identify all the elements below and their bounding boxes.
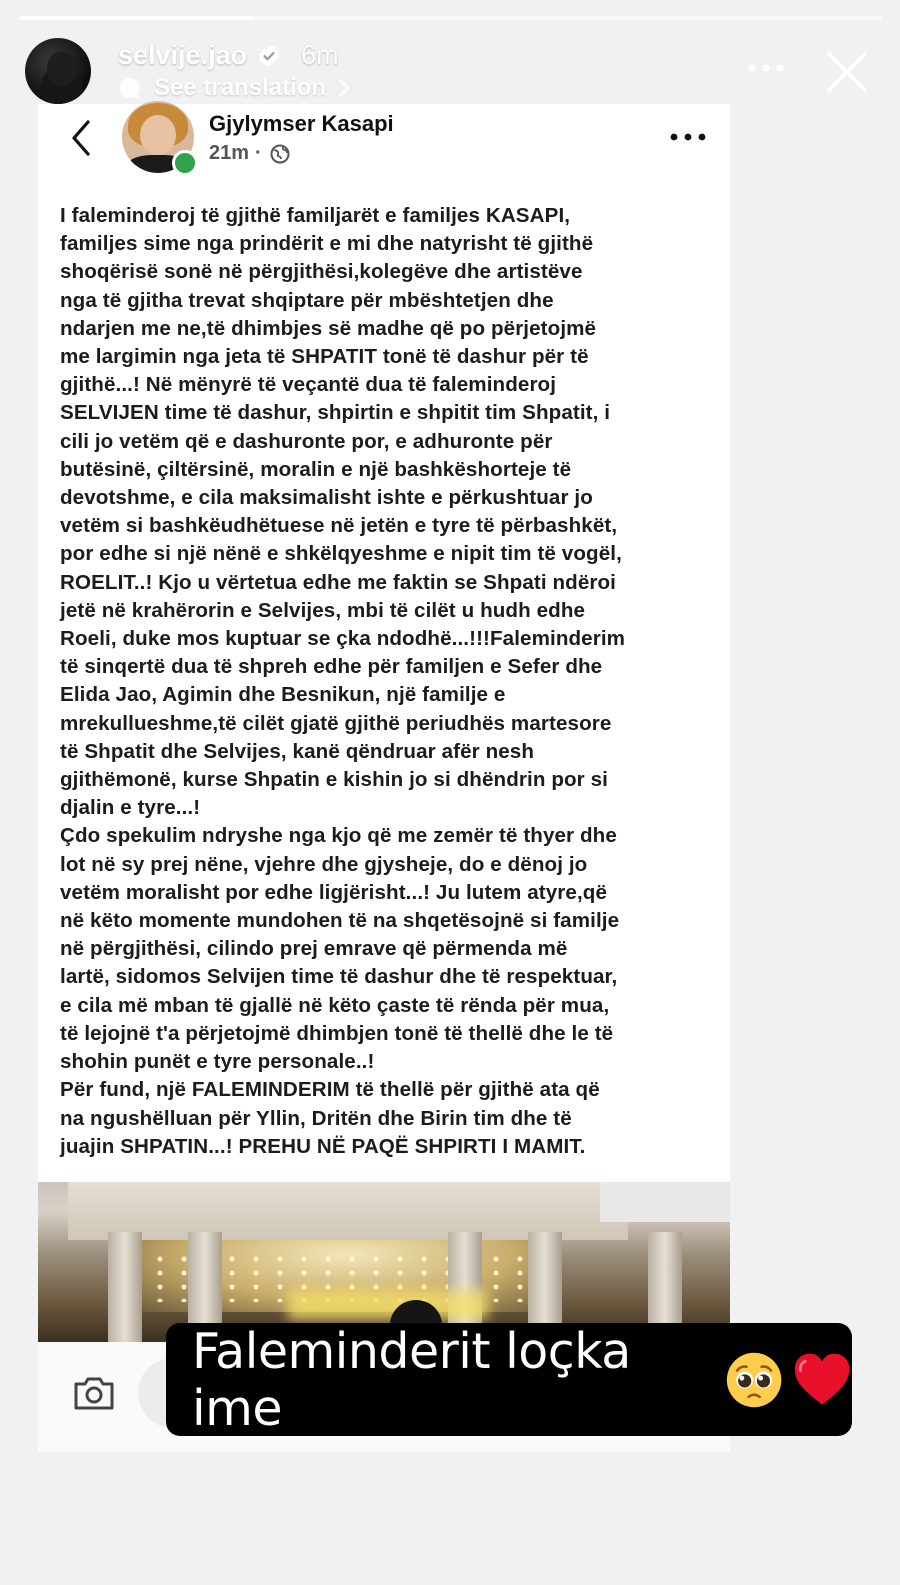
post-photo[interactable]: [38, 1182, 730, 1342]
story-caption: [166, 1323, 852, 1436]
close-icon[interactable]: [823, 48, 871, 96]
globe-icon: [270, 144, 290, 164]
chevron-right-icon: [336, 77, 352, 99]
camera-icon[interactable]: [72, 1372, 116, 1412]
post-time: 21m: [209, 142, 250, 164]
post-more-icon[interactable]: [668, 130, 708, 144]
post-paragraph-1: I faleminderoj të gjithë familjarët e familjes KASAPI, familjes sime nga prindërit e mi dhe natyrisht të gjithë shoqërisë sonë në përgjithësi,kolegëve dhe artistëve nga të gjitha trevat shqiptare për mbështetjen dhe ndarjen me ne,të dhimbjes së madhe që po përjetojmë me largimin nga jeta të SHPATIT tonë të dashur për të gjithë...! Në mënyrë të veçantë dua të faleminderoj SELVIJEN time të dashur, shpirtin e shpitit tim Shpatit, i cili jo vetëm që e dashuronte por, e adhuronte për butësinë, çiltërsinë, moralin e një bashkëshorteje të devotshme, e cila maksimalisht ishte e përkushtuar jo vetëm si bashkëudhëtuese në jetën e tyre të përbashkët, por edhe si një nënë e shkëlqyeshme e nipit tim të vogël, ROELIT..! Kjo u vërtetua edhe me faktin se Shpati ndëroi jetë në krahërorin e Selvijes, mbi të cilët u hudh edhe Roeli, duke mos kuptuar se çka ndodhë...!!!Faleminderim të sinqertë dua të shpreh edhe për familjen e Sefer dhe Elida Jao, Agimin dhe Besnikun, një familje e mrekullueshme,të cilët gjatë gjithë periudhës martesore të Shpatit dhe Selvijes, kanë qëndruar afër nesh gjithëmonë, kurse Shpatin e kishin jo si dhëndrin por si djalin e tyre...!: [60, 204, 626, 820]
verified-badge-icon: [257, 44, 281, 68]
shared-post-card: [38, 104, 730, 1452]
caption-text: Faleminderit loçka ime: [192, 1322, 631, 1437]
pleading-face-emoji: [724, 1349, 784, 1411]
post-meta-separator: ·: [255, 142, 262, 164]
more-icon[interactable]: [746, 58, 786, 78]
story-header: [118, 40, 339, 71]
translate-icon: [118, 76, 142, 100]
red-heart-emoji: [792, 1349, 852, 1411]
story-progress-fill: [20, 16, 253, 20]
post-author-name[interactable]: Gjylymser Kasapi: [209, 111, 394, 136]
post-paragraph-3: Për fund, një FALEMINDERIM të thellë për gjithë ata që na ngushëlluan për Yllin, Dritën dhe Birin tim dhe të juajin SHPATIN...! PREHU NË PAQË SHPIRTI I MAMIT.: [60, 1078, 600, 1158]
story-avatar[interactable]: [25, 38, 91, 104]
post-meta: [209, 142, 290, 165]
story-time: 6m: [301, 40, 339, 70]
post-paragraph-2: Çdo spekulim ndryshe nga kjo që me zemër të thyer dhe lot në sy prej nëne, vjehre dhe gjysheje, do e dënoj jo vetëm moralisht por edhe ligjërisht...! Ju lutem atyre,që në këto momente mundohen të na shqetësojnë si familje në përgjithësi, cilindo prej emrave që përmenda më lartë, sidomos Selvijen time të dashur dhe të respektuar, e cila më mban të gjallë në këto çaste të rënda për mua, të lejojnë t'a përjetojmë dhimbjen tonë të thellë dhe le të shohin punët e tyre personale..!: [60, 824, 620, 1074]
story-username[interactable]: selvije.jao: [118, 40, 248, 70]
online-status-dot: [172, 150, 198, 176]
post-text: [60, 202, 716, 1161]
see-translation-label: See translation: [154, 74, 327, 101]
back-icon[interactable]: [68, 118, 96, 158]
see-translation-button[interactable]: [118, 74, 352, 102]
story-progress-bar: [20, 16, 882, 20]
